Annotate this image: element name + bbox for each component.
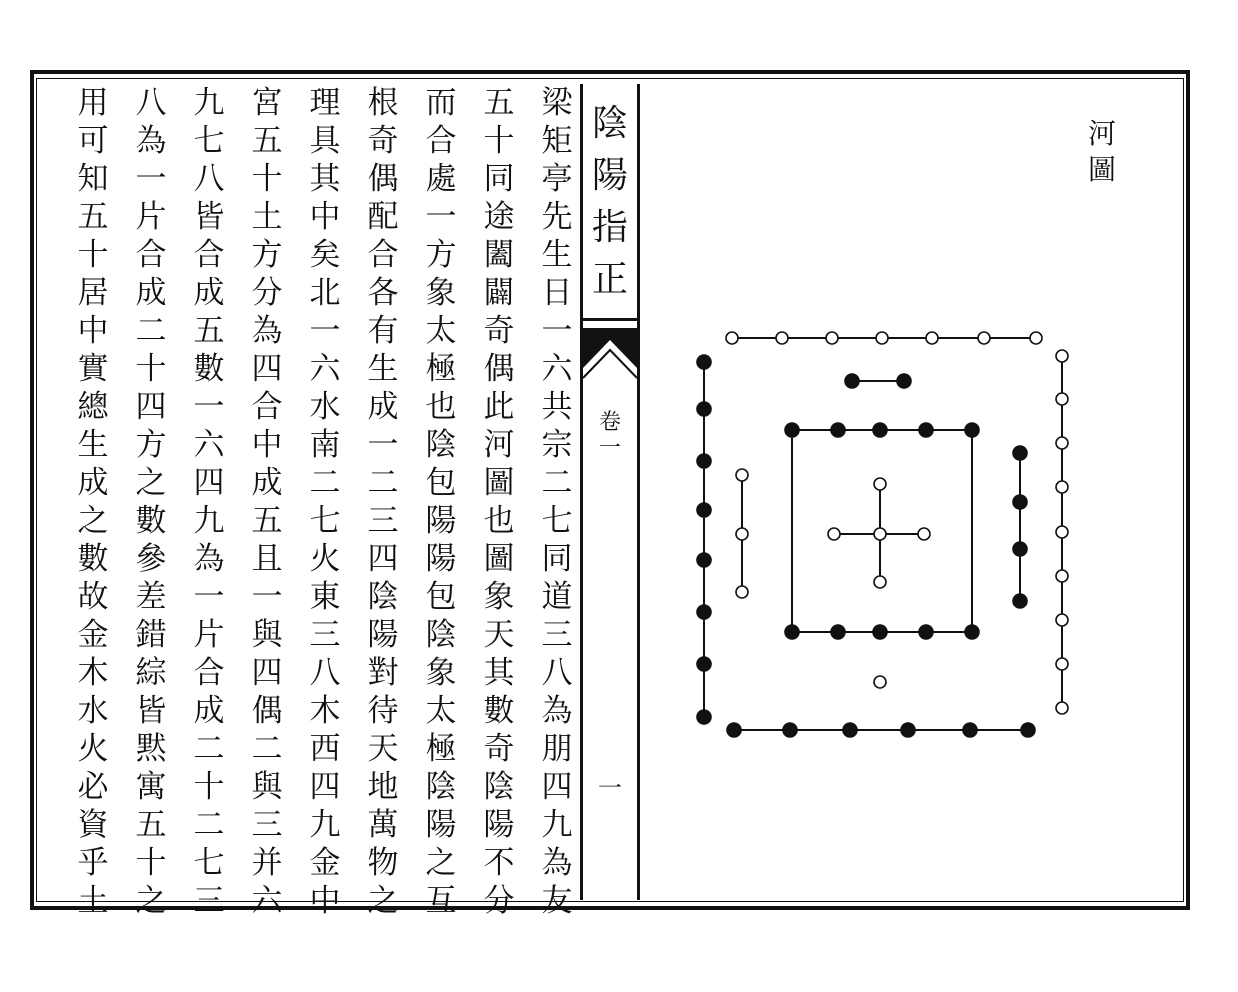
open-dot xyxy=(1030,332,1042,344)
filled-dot xyxy=(873,423,887,437)
text-char: 四 xyxy=(193,465,225,501)
text-char: 四 xyxy=(541,769,573,805)
open-dot xyxy=(1056,658,1068,670)
text-char: 十 xyxy=(251,161,283,197)
text-char: 木 xyxy=(77,655,109,691)
open-dot xyxy=(1056,350,1068,362)
text-column xyxy=(246,84,288,919)
text-char: 五 xyxy=(135,807,167,843)
text-char: 之 xyxy=(135,465,167,501)
text-char: 合 xyxy=(193,237,225,273)
text-char: 八 xyxy=(541,655,573,691)
fish-tail-mark xyxy=(583,330,637,400)
text-char: 可 xyxy=(77,123,109,159)
text-char: 生 xyxy=(367,351,399,387)
text-char: 皆 xyxy=(193,199,225,235)
text-char: 成 xyxy=(251,465,283,501)
text-char: 土 xyxy=(251,199,283,235)
text-char: 二 xyxy=(309,465,341,501)
text-char: 并 xyxy=(251,845,283,881)
filled-dot xyxy=(965,625,979,639)
text-char: 六 xyxy=(193,427,225,463)
text-char: 極 xyxy=(425,731,457,767)
text-char: 梁 xyxy=(541,85,573,121)
text-char: 分 xyxy=(483,883,515,919)
volume-label xyxy=(583,410,637,462)
text-char: 為 xyxy=(251,313,283,349)
text-char: 之 xyxy=(77,503,109,539)
text-char: 乎 xyxy=(77,845,109,881)
text-char: 七 xyxy=(541,503,573,539)
filled-dot xyxy=(697,657,711,671)
text-char: 中 xyxy=(309,199,341,235)
text-column xyxy=(72,84,114,919)
open-dot xyxy=(1056,614,1068,626)
diagram-title xyxy=(1080,116,1124,188)
text-char: 北 xyxy=(309,275,341,311)
text-char: 萬 xyxy=(367,807,399,843)
text-char: 金 xyxy=(309,845,341,881)
filled-dot xyxy=(1013,446,1027,460)
text-char: 南 xyxy=(309,427,341,463)
text-char: 朋 xyxy=(541,731,573,767)
text-char: 奇 xyxy=(367,123,399,159)
text-char: 二 xyxy=(251,731,283,767)
text-char: 三 xyxy=(309,617,341,653)
text-char: 圖 xyxy=(483,465,515,501)
open-dot xyxy=(918,528,930,540)
text-char: 知 xyxy=(77,161,109,197)
text-column xyxy=(420,84,462,919)
filled-dot xyxy=(1013,495,1027,509)
open-dot xyxy=(1056,481,1068,493)
text-column xyxy=(130,84,172,919)
text-char: 根 xyxy=(367,85,399,121)
text-char: 水 xyxy=(77,693,109,729)
filled-dot xyxy=(697,402,711,416)
text-char: 地 xyxy=(367,769,399,805)
text-char: 與 xyxy=(251,617,283,653)
text-char: 亭 xyxy=(541,161,573,197)
text-column xyxy=(188,84,230,919)
book-title xyxy=(583,90,637,320)
text-char: 一 xyxy=(251,579,283,615)
text-char: 象 xyxy=(483,579,515,615)
text-char: 總 xyxy=(77,389,109,425)
open-dot xyxy=(1056,570,1068,582)
text-char: 數 xyxy=(77,541,109,577)
text-char: 合 xyxy=(425,123,457,159)
text-char: 六 xyxy=(309,351,341,387)
text-char: 成 xyxy=(193,693,225,729)
text-char: 中 xyxy=(309,883,341,919)
text-char: 居 xyxy=(77,275,109,311)
text-char: 處 xyxy=(425,161,457,197)
text-char: 包 xyxy=(425,579,457,615)
text-char: 配 xyxy=(367,199,399,235)
open-dot xyxy=(1056,526,1068,538)
text-char: 錯 xyxy=(135,617,167,653)
text-char: 也 xyxy=(483,503,515,539)
text-char: 片 xyxy=(135,199,167,235)
text-char: 二 xyxy=(193,731,225,767)
text-char: 六 xyxy=(251,883,283,919)
text-char: 闔 xyxy=(483,237,515,273)
text-char: 四 xyxy=(251,351,283,387)
text-char: 有 xyxy=(367,313,399,349)
book-title-char: 指 xyxy=(591,207,628,248)
text-char: 三 xyxy=(541,617,573,653)
text-char: 成 xyxy=(135,275,167,311)
open-dot xyxy=(1056,702,1068,714)
text-char: 水 xyxy=(309,389,341,425)
text-char: 生 xyxy=(77,427,109,463)
text-char: 陰 xyxy=(367,579,399,615)
text-char: 偶 xyxy=(483,351,515,387)
text-char: 為 xyxy=(541,845,573,881)
text-char: 二 xyxy=(193,807,225,843)
filled-dot xyxy=(843,723,857,737)
text-char: 其 xyxy=(309,161,341,197)
text-char: 七 xyxy=(193,845,225,881)
text-char: 合 xyxy=(367,237,399,273)
main-text xyxy=(52,84,580,919)
text-char: 西 xyxy=(309,731,341,767)
text-char: 陰 xyxy=(425,427,457,463)
text-char: 一 xyxy=(135,161,167,197)
text-char: 十 xyxy=(135,351,167,387)
text-char: 合 xyxy=(135,237,167,273)
text-char: 陽 xyxy=(425,503,457,539)
filled-dot xyxy=(785,423,799,437)
text-char: 之 xyxy=(367,883,399,919)
text-char: 一 xyxy=(425,199,457,235)
text-char: 為 xyxy=(135,123,167,159)
text-char: 偶 xyxy=(367,161,399,197)
text-char: 太 xyxy=(425,693,457,729)
text-char: 九 xyxy=(309,807,341,843)
text-char: 參 xyxy=(135,541,167,577)
text-char: 天 xyxy=(483,617,515,653)
text-char: 且 xyxy=(251,541,283,577)
text-char: 九 xyxy=(541,807,573,843)
text-char: 皆 xyxy=(135,693,167,729)
filled-dot xyxy=(919,625,933,639)
text-char: 日 xyxy=(541,275,573,311)
text-char: 四 xyxy=(251,655,283,691)
text-char: 宮 xyxy=(251,85,283,121)
text-char: 陰 xyxy=(425,769,457,805)
open-dot xyxy=(828,528,840,540)
text-char: 之 xyxy=(425,845,457,881)
text-char: 一 xyxy=(541,313,573,349)
text-char: 之 xyxy=(135,883,167,919)
text-char: 合 xyxy=(193,655,225,691)
text-char: 五 xyxy=(77,199,109,235)
text-char: 宗 xyxy=(541,427,573,463)
text-char: 互 xyxy=(425,883,457,919)
text-char: 木 xyxy=(309,693,341,729)
text-char: 七 xyxy=(193,123,225,159)
text-char: 具 xyxy=(309,123,341,159)
diagram-title-char: 河 xyxy=(1087,117,1116,150)
text-char: 成 xyxy=(77,465,109,501)
filled-dot xyxy=(831,625,845,639)
text-char: 八 xyxy=(309,655,341,691)
open-dot xyxy=(874,478,886,490)
text-char: 故 xyxy=(77,579,109,615)
open-dot xyxy=(736,528,748,540)
filled-dot xyxy=(919,423,933,437)
open-dot xyxy=(926,332,938,344)
text-char: 道 xyxy=(541,579,573,615)
text-char: 偶 xyxy=(251,693,283,729)
text-char: 四 xyxy=(367,541,399,577)
text-char: 陽 xyxy=(483,807,515,843)
spine-right-rule xyxy=(637,84,640,900)
text-char: 待 xyxy=(367,693,399,729)
text-char: 極 xyxy=(425,351,457,387)
filled-dot xyxy=(1021,723,1035,737)
text-column xyxy=(362,84,404,919)
text-char: 陰 xyxy=(425,617,457,653)
text-char: 天 xyxy=(367,731,399,767)
text-char: 象 xyxy=(425,655,457,691)
text-char: 數 xyxy=(483,693,515,729)
text-char: 陽 xyxy=(367,617,399,653)
text-char: 矣 xyxy=(309,237,341,273)
text-char: 為 xyxy=(193,541,225,577)
text-char: 途 xyxy=(483,199,515,235)
text-char: 用 xyxy=(77,85,109,121)
text-char: 合 xyxy=(251,389,283,425)
text-char: 理 xyxy=(309,85,341,121)
text-char: 火 xyxy=(309,541,341,577)
text-char: 一 xyxy=(367,427,399,463)
filled-dot xyxy=(697,710,711,724)
filled-dot xyxy=(697,553,711,567)
text-char: 二 xyxy=(541,465,573,501)
filled-dot xyxy=(697,454,711,468)
text-char: 寓 xyxy=(135,769,167,805)
volume-label-char: 一 xyxy=(598,436,621,461)
text-char: 河 xyxy=(483,427,515,463)
open-dot xyxy=(978,332,990,344)
text-char: 三 xyxy=(251,807,283,843)
text-char: 而 xyxy=(425,85,457,121)
text-char: 不 xyxy=(483,845,515,881)
text-char: 成 xyxy=(367,389,399,425)
text-char: 數 xyxy=(135,503,167,539)
book-title-char: 陰 xyxy=(591,103,628,144)
text-char: 中 xyxy=(251,427,283,463)
open-dot xyxy=(826,332,838,344)
open-dot xyxy=(874,528,886,540)
text-char: 包 xyxy=(425,465,457,501)
text-char: 友 xyxy=(541,883,573,919)
text-char: 陽 xyxy=(425,807,457,843)
text-char: 差 xyxy=(135,579,167,615)
text-char: 四 xyxy=(309,769,341,805)
filled-dot xyxy=(697,355,711,369)
open-dot xyxy=(1056,393,1068,405)
text-char: 六 xyxy=(541,351,573,387)
filled-dot xyxy=(697,503,711,517)
text-char: 奇 xyxy=(483,731,515,767)
text-char: 對 xyxy=(367,655,399,691)
filled-dot xyxy=(831,423,845,437)
text-char: 東 xyxy=(309,579,341,615)
text-char: 十 xyxy=(193,769,225,805)
text-char: 為 xyxy=(541,693,573,729)
text-char: 一 xyxy=(193,579,225,615)
text-char: 二 xyxy=(367,465,399,501)
filled-dot xyxy=(785,625,799,639)
open-dot xyxy=(776,332,788,344)
text-char: 五 xyxy=(483,85,515,121)
text-char: 圖 xyxy=(483,541,515,577)
text-char: 太 xyxy=(425,313,457,349)
open-dot xyxy=(726,332,738,344)
text-char: 五 xyxy=(251,503,283,539)
text-char: 生 xyxy=(541,237,573,273)
open-dot xyxy=(876,332,888,344)
filled-dot xyxy=(901,723,915,737)
text-char: 資 xyxy=(77,807,109,843)
filled-dot xyxy=(897,374,911,388)
text-char: 八 xyxy=(135,85,167,121)
text-char: 金 xyxy=(77,617,109,653)
text-char: 同 xyxy=(541,541,573,577)
text-char: 同 xyxy=(483,161,515,197)
text-char: 綜 xyxy=(135,655,167,691)
text-char: 奇 xyxy=(483,313,515,349)
filled-dot xyxy=(873,625,887,639)
text-char: 物 xyxy=(367,845,399,881)
text-column xyxy=(304,84,346,919)
text-char: 闢 xyxy=(483,275,515,311)
text-char: 四 xyxy=(135,389,167,425)
text-char: 片 xyxy=(193,617,225,653)
hetu-diagram xyxy=(680,320,1080,750)
filled-dot xyxy=(963,723,977,737)
text-char: 方 xyxy=(135,427,167,463)
text-char: 火 xyxy=(77,731,109,767)
text-char: 實 xyxy=(77,351,109,387)
text-char: 五 xyxy=(193,313,225,349)
text-char: 必 xyxy=(77,769,109,805)
text-char: 一 xyxy=(309,313,341,349)
text-char: 一 xyxy=(193,389,225,425)
text-char: 十 xyxy=(483,123,515,159)
filled-dot xyxy=(783,723,797,737)
folio-number: 一 xyxy=(598,774,622,802)
text-column xyxy=(478,84,520,919)
text-char: 九 xyxy=(193,85,225,121)
text-char: 數 xyxy=(193,351,225,387)
text-char: 共 xyxy=(541,389,573,425)
text-char: 陽 xyxy=(425,541,457,577)
open-dot xyxy=(736,586,748,598)
diagram-title-char: 圖 xyxy=(1087,153,1116,186)
text-char: 與 xyxy=(251,769,283,805)
text-char: 三 xyxy=(367,503,399,539)
filled-dot xyxy=(845,374,859,388)
text-char: 也 xyxy=(425,389,457,425)
text-char: 十 xyxy=(77,237,109,273)
book-title-char: 正 xyxy=(591,259,628,300)
text-char: 成 xyxy=(193,275,225,311)
text-char: 土 xyxy=(77,883,109,919)
text-char: 七 xyxy=(309,503,341,539)
filled-dot xyxy=(697,605,711,619)
text-char: 方 xyxy=(425,237,457,273)
open-dot xyxy=(1056,437,1068,449)
text-char: 九 xyxy=(193,503,225,539)
filled-dot xyxy=(1013,542,1027,556)
text-char: 三 xyxy=(193,883,225,919)
text-char: 各 xyxy=(367,275,399,311)
text-char: 分 xyxy=(251,275,283,311)
book-title-char: 陽 xyxy=(591,155,628,196)
text-column xyxy=(536,84,578,919)
open-dot xyxy=(736,469,748,481)
text-char: 其 xyxy=(483,655,515,691)
text-char: 矩 xyxy=(541,123,573,159)
filled-dot xyxy=(727,723,741,737)
text-char: 二 xyxy=(135,313,167,349)
text-char: 先 xyxy=(541,199,573,235)
open-dot xyxy=(874,676,886,688)
text-char: 八 xyxy=(193,161,225,197)
text-char: 五 xyxy=(251,123,283,159)
title-rule-upper xyxy=(583,318,637,321)
filled-dot xyxy=(1013,594,1027,608)
text-char: 中 xyxy=(77,313,109,349)
text-char: 此 xyxy=(483,389,515,425)
open-dot xyxy=(874,576,886,588)
text-char: 陰 xyxy=(483,769,515,805)
volume-label-char: 卷 xyxy=(598,410,621,435)
text-char: 象 xyxy=(425,275,457,311)
text-char: 十 xyxy=(135,845,167,881)
text-char: 方 xyxy=(251,237,283,273)
filled-dot xyxy=(965,423,979,437)
text-char: 黙 xyxy=(135,731,167,767)
